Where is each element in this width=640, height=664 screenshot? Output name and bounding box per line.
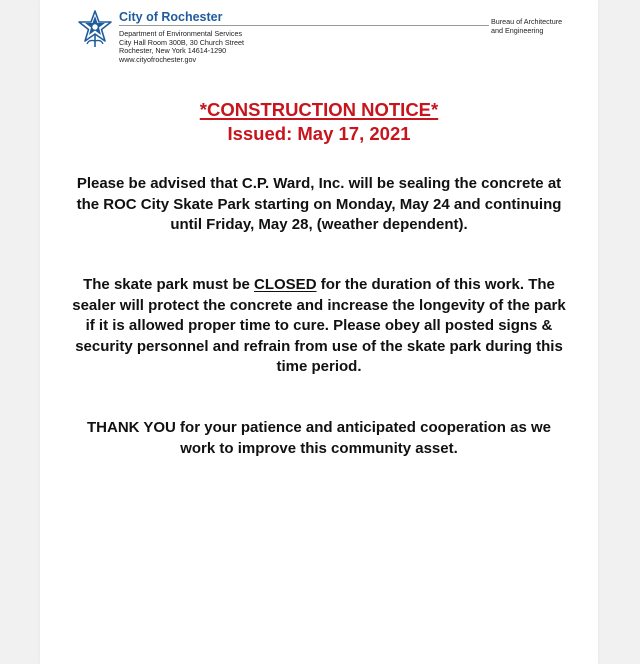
letterhead-org bbox=[119, 9, 499, 25]
bureau-line: and Engineering bbox=[491, 25, 544, 35]
closure-text-before: The skate park must be bbox=[83, 276, 255, 293]
letterhead-divider bbox=[119, 25, 489, 26]
issued-date: Issued: May 17, 2021 bbox=[227, 123, 411, 144]
org-name: City of Rochester bbox=[119, 10, 223, 24]
paragraph-thanks: THANK YOU for your patience and anticipated cooperation as we work to improve this community asset. bbox=[87, 419, 551, 457]
paragraph-schedule: Please be advised that C.P. Ward, Inc. will be sealing the concrete at the ROC City Skate Park starting on Monday, May 24 and continuing until Friday, May 28, (weather dependent). bbox=[76, 175, 562, 233]
address-line: City Hall Room 300B, 30 Church Street bbox=[119, 37, 245, 47]
notice-heading bbox=[40, 98, 598, 146]
letterhead-address bbox=[119, 30, 339, 64]
address-line: Department of Environmental Services bbox=[119, 29, 243, 38]
bureau-line: Bureau of Architecture bbox=[491, 17, 563, 26]
notice-title: *CONSTRUCTION NOTICE* bbox=[199, 99, 439, 120]
website-line: www.cityofrochester.gov bbox=[119, 54, 197, 64]
notice-page bbox=[40, 0, 598, 664]
address-line: Rochester, New York 14614-1290 bbox=[119, 46, 227, 56]
bureau-name bbox=[491, 18, 591, 35]
paragraph-closure bbox=[68, 275, 570, 378]
closure-text-after: for the duration of this work. The sealer will protect the concrete and increase the longevity of the park if it is allowed proper time to cure. Please obey all posted signs & security personnel and refrain from use of the skate park during this time period. bbox=[72, 276, 566, 375]
closed-emphasis: CLOSED bbox=[254, 276, 317, 293]
rochester-flower-logo-icon bbox=[75, 9, 115, 49]
